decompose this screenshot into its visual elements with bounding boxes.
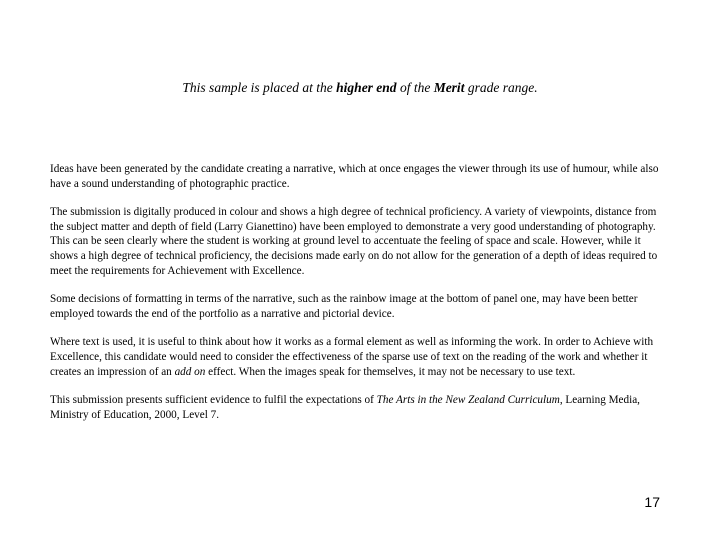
grade-statement-text-2: of the — [396, 80, 434, 95]
grade-position: higher end — [336, 80, 397, 95]
assessment-commentary — [50, 162, 668, 436]
grade-statement — [0, 80, 720, 96]
paragraph-evidence — [50, 393, 668, 422]
add-on-emphasis: add on — [174, 365, 206, 378]
paragraph-ideas: Ideas have been generated by the candidate creating a narrative, which at once engages the viewer through its use of humour, while also have a sound understanding of photographic practice. — [50, 163, 659, 190]
paragraph-text-use — [50, 335, 668, 379]
paragraph-text-use-part-2: effect. When the images speak for themselves, it may not be necessary to use text. — [205, 365, 576, 378]
grade-statement-text-3: grade range. — [464, 80, 538, 95]
paragraph-evidence-part-1: This submission presents sufficient evidence to fulfil the expectations of — [50, 394, 377, 407]
grade-statement-text-1: This sample is placed at the — [182, 80, 337, 95]
paragraph-text-use-part-1: Where text is used, it is useful to think about how it works as a formal element as well as informing the work. In order to Achieve with Excellence, this candidate would need to consider the effectiveness of the sparse use of text on the reading of the work and whether it creates an impression of an — [50, 336, 654, 378]
paragraph-formatting: Some decisions of formatting in terms of the narrative, such as the rainbow image at the bottom of panel one, may have been better employed towards the end of the portfolio as a narrative and pictorial device. — [50, 293, 638, 320]
paragraph-technical: The submission is digitally produced in colour and shows a high degree of technical proficiency. A variety of viewpoints, distance from the subject matter and depth of field (Larry Gianettino) have been employed to demonstrate a very good understanding of photography. This can be seen clearly where the student is working at ground level to accentuate the feeling of space and scale. However, while it shows a high degree of technical proficiency, the decisions made early on do not allow for the generation of a depth of ideas required to meet the requirements for Achievement with Excellence. — [50, 206, 658, 277]
page-number: 17 — [644, 494, 660, 510]
paragraph-evidence-part-2: , Learning Media, Ministry of Education, 2000, Level 7. — [50, 394, 640, 421]
grade-level: Merit — [433, 80, 465, 95]
curriculum-title: The Arts in the New Zealand Curriculum — [376, 394, 560, 407]
